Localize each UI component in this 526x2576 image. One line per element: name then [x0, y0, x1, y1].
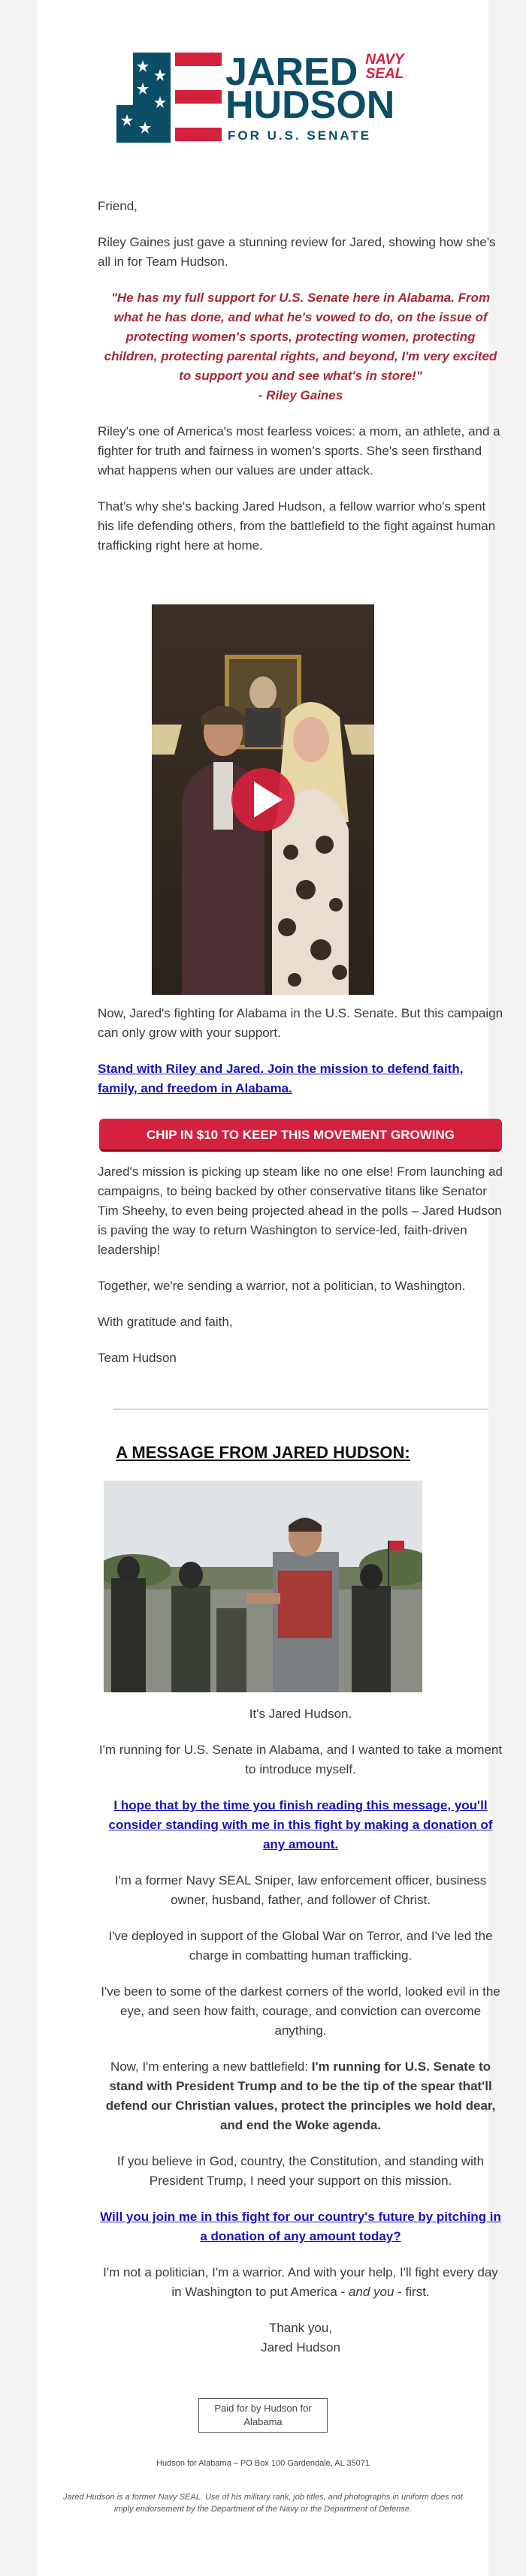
- video-still-image: [152, 604, 374, 995]
- email-body: [38, 0, 503, 2576]
- mid-paragraph-3: Together, we're sending a warrior, not a politician, to Washington.: [98, 1279, 466, 1293]
- training-photo-image: [104, 1481, 422, 1692]
- message-paragraph-2: I'm running for U.S. Senate in Alabama, and I wanted to take a moment to introduce myself.: [98, 1743, 503, 1776]
- mid-paragraph-4: With gratitude and faith,: [98, 1315, 233, 1329]
- closing-name: Jared Hudson: [261, 2340, 340, 2355]
- flag-j-logo-icon: [116, 53, 222, 143]
- quote-attribution: - Riley Gaines: [258, 388, 343, 402]
- badge-line-1: NAVY: [365, 52, 404, 68]
- stand-with-riley-link[interactable]: Stand with Riley and Jared. Join the mission to defend faith, family, and freedom in Alabama.: [98, 1062, 464, 1095]
- message-paragraph-5: I've been to some of the darkest corners of the world, looked evil in the eye, and seen how faith, courage, and conviction can overcome anything.: [101, 1984, 500, 2038]
- mid-paragraph-1: Now, Jared's fighting for Alabama in the U.S. Senate. But this campaign can only grow with your support.: [98, 1006, 503, 1040]
- p8-end: - first.: [394, 2285, 430, 2299]
- intro-paragraph-2: Riley's one of America's most fearless voices: a mom, an athlete, and a fighter for truth and fairness in women's sports. She's seen firsthand what happens when our values are under attack.: [98, 424, 500, 478]
- mid-section-2: [98, 1162, 503, 1384]
- message-paragraph-6: [98, 2057, 503, 2135]
- mid-section: [98, 1004, 503, 1098]
- p8-start: I'm not a politician, I'm a warrior. And with your help, I'll fight every day in Washington to put America -: [103, 2265, 498, 2299]
- message-heading: A MESSAGE FROM JARED HUDSON:: [116, 1443, 410, 1462]
- badge-line-2: SEAL: [365, 66, 404, 82]
- message-paragraph-3: I'm a former Navy SEAL Sniper, law enforcement officer, business owner, husband, father, and follower of Christ.: [114, 1873, 487, 1907]
- navy-seal-badge: [361, 53, 408, 81]
- p8-em: and you: [348, 2285, 394, 2299]
- signature-team: Team Hudson: [98, 1351, 177, 1365]
- video-thumbnail[interactable]: [152, 604, 374, 995]
- donation-link-1[interactable]: I hope that by the time you finish reading this message, you'll consider standing with me in this fight by making a donation of any amount.: [108, 1798, 493, 1851]
- intro-section: [98, 197, 503, 572]
- footer-disclaimer: Jared Hudson is a former Navy SEAL. Use of his military rank, job titles, and photographs in uniform does not imply endorsement by the Department of the Navy or the Department of Defense.: [63, 2493, 463, 2514]
- intro-paragraph-1: Riley Gaines just gave a stunning review for Jared, showing how she's all in for Team Hudson.: [98, 235, 496, 269]
- message-paragraph-1: It's Jared Hudson.: [249, 1707, 352, 1721]
- footer-address: Hudson for Alabama – PO Box 100 Gardendale, AL 35071: [156, 2459, 370, 2468]
- riley-quote: [98, 288, 503, 405]
- logo-last-name: HUDSON: [225, 83, 395, 127]
- section-divider: [113, 1409, 488, 1410]
- message-paragraph-7: If you believe in God, country, the Constitution, and standing with President Trump, I need your support on this mission.: [116, 2154, 485, 2188]
- campaign-logo[interactable]: [116, 50, 410, 143]
- p6-start: Now, I'm entering a new battlefield:: [110, 2059, 312, 2074]
- mid-paragraph-2: Jared's mission is picking up steam like no one else! From launching ad campaigns, to being backed by other conservative titans like Senator Tim Sheehy, to even being projected ahead in the polls – Jared Hudson is paving the way to return Washington to service-led, faith-driven leadership!: [98, 1164, 503, 1257]
- message-paragraph-4: I've deployed in support of the Global War on Terror, and I've led the charge in combatting human trafficking.: [108, 1929, 493, 1963]
- quote-text: "He has my full support for U.S. Senate here in Alabama. From what he has done, and what he's vowed to do, on the issue of protecting women's sports, protecting women, protecting children, protecting parental rights, and beyond, I'm very excited to support you and see what's in store!": [104, 291, 497, 383]
- message-section: [98, 1704, 503, 2374]
- message-paragraph-8: [98, 2263, 503, 2302]
- greeting: Friend,: [98, 199, 138, 213]
- jared-training-photo: [104, 1481, 422, 1692]
- p6-bold: I'm running for U.S. Senate to stand with President Trump and to be the tip of the spear that'll defend our Christian values, protect the principles we hold dear, and end the Woke agenda.: [105, 2059, 496, 2132]
- chip-in-10-button[interactable]: CHIP IN $10 TO KEEP THIS MOVEMENT GROWING: [99, 1119, 502, 1152]
- intro-paragraph-3: That's why she's backing Jared Hudson, a fellow warrior who's spent his life defending others, from the battlefield to the fight against human trafficking right here at home.: [98, 499, 496, 553]
- logo-tagline: FOR U.S. SENATE: [228, 128, 372, 143]
- logo-first-name: JARED: [225, 50, 358, 94]
- donation-link-2[interactable]: Will you join me in this fight for our country's future by pitching in a donation of any amount today?: [100, 2210, 501, 2243]
- paid-for-box: Paid for by Hudson for Alabama: [198, 2398, 328, 2433]
- closing-thanks: Thank you,: [268, 2321, 333, 2335]
